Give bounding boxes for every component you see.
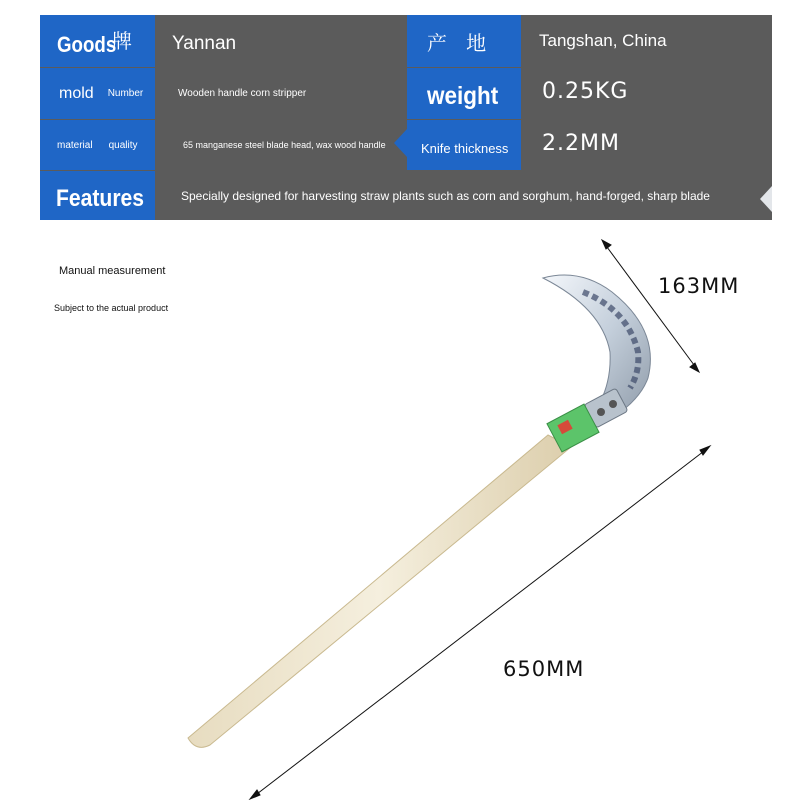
features-value: Specially designed for harvesting straw plants such as corn and sorghum, hand-forged, sharp blade [181, 188, 710, 203]
actual-product-note: Subject to the actual product [54, 303, 169, 313]
number-label: Number [107, 88, 144, 99]
model-value: Wooden handle corn stripper [178, 88, 307, 99]
weight-value: 0.25KG [542, 79, 629, 104]
total-length-label: 650MM [503, 657, 585, 681]
manual-measurement-note: Manual measurement [59, 265, 166, 277]
mold-label: mold [59, 84, 94, 102]
features-label: Features [56, 184, 145, 212]
brand-value: Yannan [172, 33, 237, 54]
thickness-label: Knife thickness [421, 140, 509, 156]
origin-value: Tangshan, China [539, 31, 667, 50]
material-label: material [57, 139, 93, 151]
material-value: 65 manganese steel blade head, wax wood handle [183, 140, 386, 150]
quality-label: quality [108, 139, 138, 151]
sickle-blade [543, 275, 650, 428]
brand-cn-label: 牌 [112, 29, 132, 53]
blade-length-label: 163MM [658, 274, 740, 298]
weight-label: weight [427, 82, 499, 110]
goods-label: Goods [57, 32, 117, 57]
origin-label: 产 地 [427, 30, 487, 55]
thickness-value: 2.2MM [542, 130, 620, 156]
